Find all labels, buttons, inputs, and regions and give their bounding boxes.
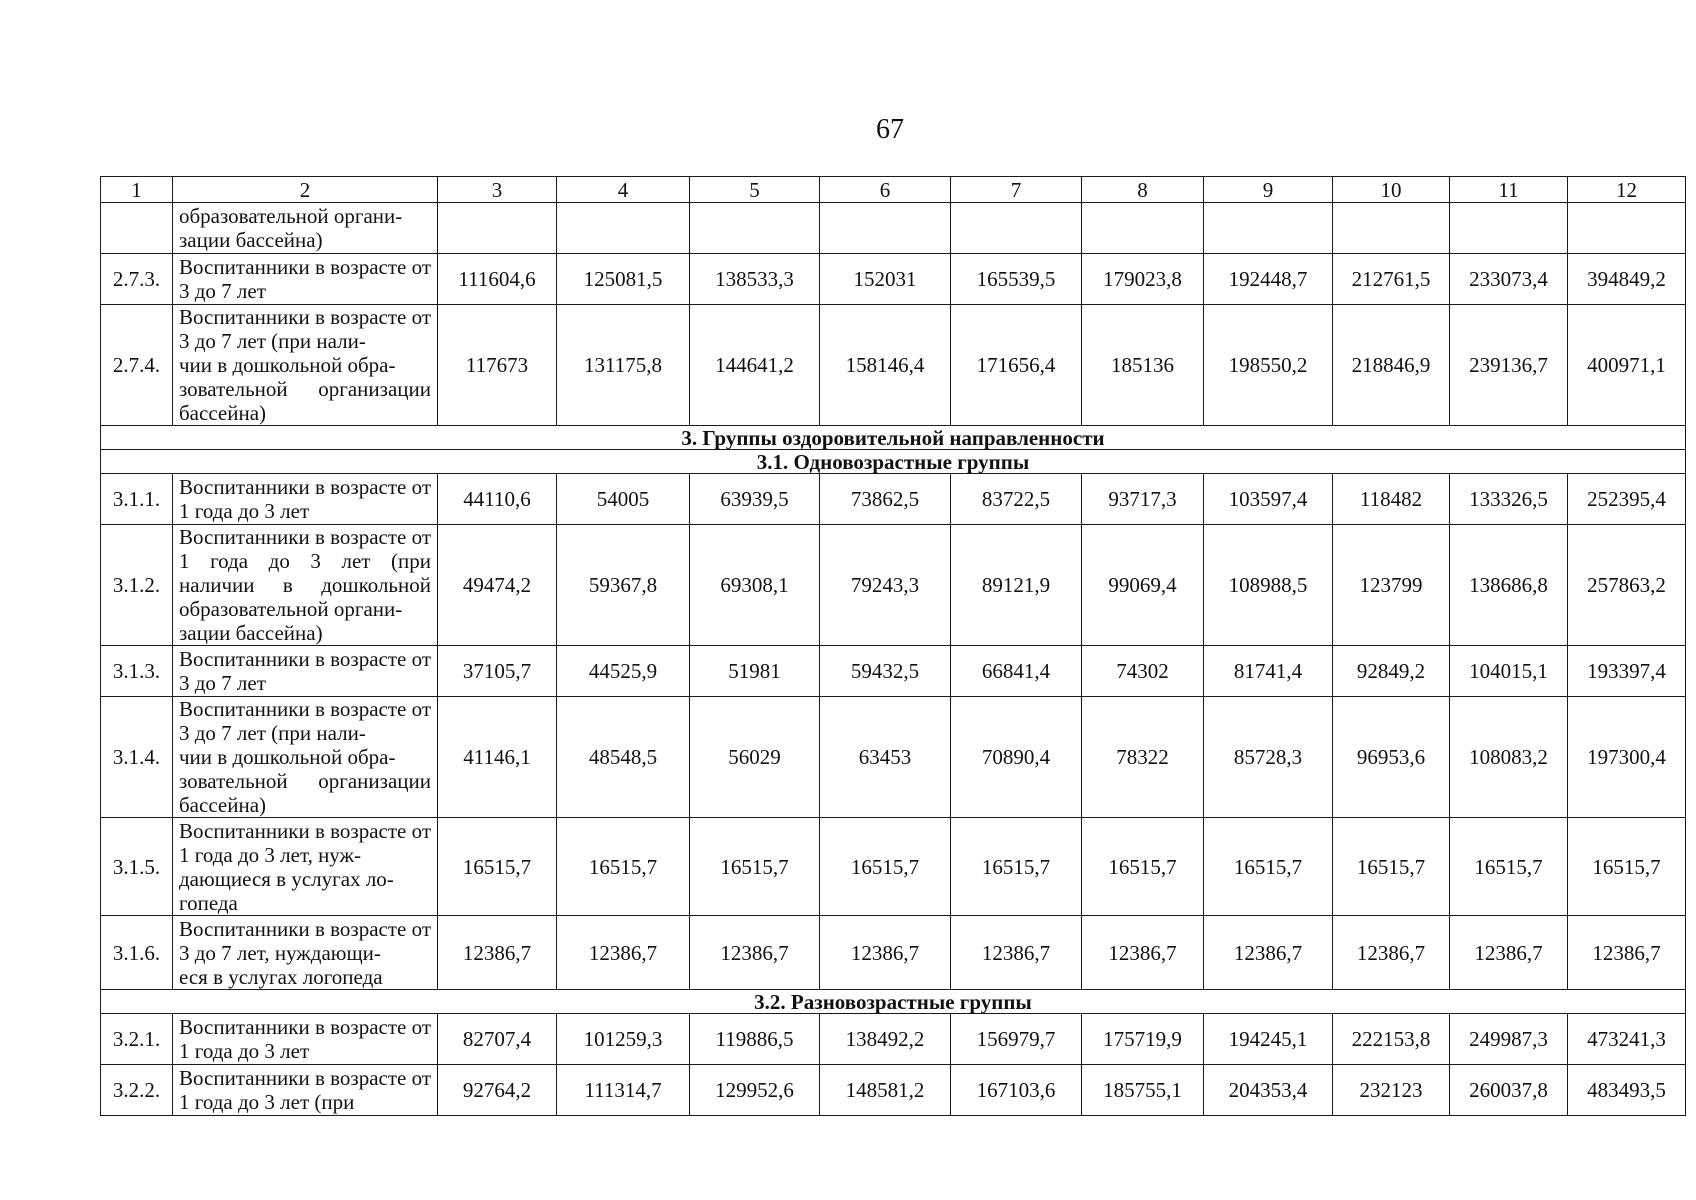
table-row [101, 916, 1686, 990]
row-description: Воспитанники в возрасте от 1 года до 3 лет [173, 1014, 438, 1065]
value-cell-col-6: 59432,5 [820, 646, 951, 697]
value-cell-col-9: 194245,1 [1204, 1014, 1333, 1065]
value-cell-col-7: 165539,5 [951, 254, 1082, 305]
row-code: 3.1.6. [101, 916, 173, 990]
value-cell-col-7: 12386,7 [951, 916, 1082, 990]
row-description: Воспитанники в возрасте от 1 года до 3 лет (при [173, 1065, 438, 1116]
value-cell-col-10: 118482 [1333, 474, 1450, 525]
value-cell-col-5: 69308,1 [690, 525, 820, 646]
value-cell-col-5: 144641,2 [690, 305, 820, 426]
value-cell-col-4: 48548,5 [557, 697, 690, 818]
value-cell-col-4 [557, 203, 690, 254]
value-cell-col-8: 78322 [1082, 697, 1204, 818]
value-cell-col-12: 394849,2 [1568, 254, 1686, 305]
table-row [101, 525, 1686, 646]
page-number: 67 [876, 114, 904, 145]
value-cell-col-6: 79243,3 [820, 525, 951, 646]
value-cell-col-11: 249987,3 [1450, 1014, 1568, 1065]
value-cell-col-9: 204353,4 [1204, 1065, 1333, 1116]
table-row [101, 254, 1686, 305]
table-row [101, 305, 1686, 426]
column-number-3: 3 [438, 177, 557, 203]
value-cell-col-12: 16515,7 [1568, 818, 1686, 916]
tariff-table [100, 176, 1686, 1116]
value-cell-col-6: 12386,7 [820, 916, 951, 990]
value-cell-col-7: 89121,9 [951, 525, 1082, 646]
row-code [101, 203, 173, 254]
value-cell-col-11: 12386,7 [1450, 916, 1568, 990]
value-cell-col-6 [820, 203, 951, 254]
value-cell-col-11: 108083,2 [1450, 697, 1568, 818]
row-code: 3.1.2. [101, 525, 173, 646]
value-cell-col-11: 239136,7 [1450, 305, 1568, 426]
value-cell-col-10: 16515,7 [1333, 818, 1450, 916]
value-cell-col-7: 16515,7 [951, 818, 1082, 916]
row-description: Воспитанники в возрасте от 1 года до 3 лет, нуж- дающиеся в услугах ло- гопеда [173, 818, 438, 916]
value-cell-col-5: 129952,6 [690, 1065, 820, 1116]
value-cell-col-6: 63453 [820, 697, 951, 818]
table-row [101, 474, 1686, 525]
row-description: Воспитанники в возрасте от 3 до 7 лет, нуждающи- еся в услугах логопеда [173, 916, 438, 990]
value-cell-col-10: 123799 [1333, 525, 1450, 646]
value-cell-col-12: 197300,4 [1568, 697, 1686, 818]
column-number-11: 11 [1450, 177, 1568, 203]
row-code: 3.2.2. [101, 1065, 173, 1116]
value-cell-col-8: 175719,9 [1082, 1014, 1204, 1065]
row-description: Воспитанники в возрасте от 3 до 7 лет (при нали- чии в дошкольной обра- зовательной организации бассейна) [173, 305, 438, 426]
row-description: Воспитанники в возрасте от 1 года до 3 лет [173, 474, 438, 525]
row-code: 3.2.1. [101, 1014, 173, 1065]
value-cell-col-8: 93717,3 [1082, 474, 1204, 525]
value-cell-col-11: 260037,8 [1450, 1065, 1568, 1116]
value-cell-col-3: 12386,7 [438, 916, 557, 990]
row-description: Воспитанники в возрасте от 3 до 7 лет [173, 646, 438, 697]
value-cell-col-8: 74302 [1082, 646, 1204, 697]
value-cell-col-10: 92849,2 [1333, 646, 1450, 697]
value-cell-col-3: 44110,6 [438, 474, 557, 525]
column-number-9: 9 [1204, 177, 1333, 203]
column-number-1: 1 [101, 177, 173, 203]
value-cell-col-3: 92764,2 [438, 1065, 557, 1116]
value-cell-col-10: 232123 [1333, 1065, 1450, 1116]
table-header-row [101, 177, 1686, 203]
value-cell-col-5: 16515,7 [690, 818, 820, 916]
column-number-2: 2 [173, 177, 438, 203]
value-cell-col-4: 125081,5 [557, 254, 690, 305]
table-row [101, 818, 1686, 916]
value-cell-col-12: 473241,3 [1568, 1014, 1686, 1065]
row-description: образовательной органи- зации бассейна) [173, 203, 438, 254]
value-cell-col-9 [1204, 203, 1333, 254]
value-cell-col-4: 59367,8 [557, 525, 690, 646]
row-code: 3.1.4. [101, 697, 173, 818]
value-cell-col-7 [951, 203, 1082, 254]
value-cell-col-8: 16515,7 [1082, 818, 1204, 916]
table-row [101, 646, 1686, 697]
value-cell-col-3: 37105,7 [438, 646, 557, 697]
value-cell-col-9: 108988,5 [1204, 525, 1333, 646]
section-title: 3.1. Одновозрастные группы [101, 450, 1686, 474]
value-cell-col-4: 131175,8 [557, 305, 690, 426]
value-cell-col-11: 104015,1 [1450, 646, 1568, 697]
row-code: 2.7.4. [101, 305, 173, 426]
value-cell-col-4: 16515,7 [557, 818, 690, 916]
value-cell-col-9: 85728,3 [1204, 697, 1333, 818]
value-cell-col-10: 212761,5 [1333, 254, 1450, 305]
row-code: 3.1.3. [101, 646, 173, 697]
value-cell-col-12: 257863,2 [1568, 525, 1686, 646]
section-heading-row [101, 450, 1686, 474]
value-cell-col-5: 138533,3 [690, 254, 820, 305]
value-cell-col-5: 12386,7 [690, 916, 820, 990]
value-cell-col-4: 12386,7 [557, 916, 690, 990]
column-number-7: 7 [951, 177, 1082, 203]
row-code: 3.1.1. [101, 474, 173, 525]
value-cell-col-11: 233073,4 [1450, 254, 1568, 305]
value-cell-col-3 [438, 203, 557, 254]
value-cell-col-12: 483493,5 [1568, 1065, 1686, 1116]
value-cell-col-8: 185136 [1082, 305, 1204, 426]
value-cell-col-6: 73862,5 [820, 474, 951, 525]
table-row [101, 1014, 1686, 1065]
value-cell-col-11 [1450, 203, 1568, 254]
value-cell-col-5 [690, 203, 820, 254]
value-cell-col-12: 252395,4 [1568, 474, 1686, 525]
value-cell-col-8 [1082, 203, 1204, 254]
value-cell-col-5: 56029 [690, 697, 820, 818]
value-cell-col-6: 148581,2 [820, 1065, 951, 1116]
row-description: Воспитанники в возрасте от 1 года до 3 лет (при наличии в дошкольной образовательной органи- зации бассейна) [173, 525, 438, 646]
value-cell-col-8: 179023,8 [1082, 254, 1204, 305]
section-title: 3.2. Разновозрастные группы [101, 990, 1686, 1014]
value-cell-col-11: 133326,5 [1450, 474, 1568, 525]
value-cell-col-5: 51981 [690, 646, 820, 697]
value-cell-col-7: 171656,4 [951, 305, 1082, 426]
value-cell-col-4: 44525,9 [557, 646, 690, 697]
value-cell-col-4: 54005 [557, 474, 690, 525]
value-cell-col-10: 12386,7 [1333, 916, 1450, 990]
value-cell-col-3: 111604,6 [438, 254, 557, 305]
value-cell-col-6: 158146,4 [820, 305, 951, 426]
column-number-12: 12 [1568, 177, 1686, 203]
value-cell-col-9: 16515,7 [1204, 818, 1333, 916]
value-cell-col-9: 198550,2 [1204, 305, 1333, 426]
value-cell-col-7: 156979,7 [951, 1014, 1082, 1065]
column-number-4: 4 [557, 177, 690, 203]
column-number-6: 6 [820, 177, 951, 203]
section-heading-row [101, 426, 1686, 450]
value-cell-col-4: 111314,7 [557, 1065, 690, 1116]
value-cell-col-12: 400971,1 [1568, 305, 1686, 426]
table-row [101, 1065, 1686, 1116]
value-cell-col-3: 49474,2 [438, 525, 557, 646]
table-row [101, 203, 1686, 254]
row-description: Воспитанники в возрасте от 3 до 7 лет [173, 254, 438, 305]
value-cell-col-8: 12386,7 [1082, 916, 1204, 990]
value-cell-col-5: 63939,5 [690, 474, 820, 525]
section-title: 3. Группы оздоровительной направленности [101, 426, 1686, 450]
value-cell-col-11: 138686,8 [1450, 525, 1568, 646]
value-cell-col-7: 70890,4 [951, 697, 1082, 818]
value-cell-col-11: 16515,7 [1450, 818, 1568, 916]
value-cell-col-9: 81741,4 [1204, 646, 1333, 697]
column-number-8: 8 [1082, 177, 1204, 203]
column-number-5: 5 [690, 177, 820, 203]
row-description: Воспитанники в возрасте от 3 до 7 лет (при нали- чии в дошкольной обра- зовательной организации бассейна) [173, 697, 438, 818]
value-cell-col-7: 66841,4 [951, 646, 1082, 697]
value-cell-col-6: 16515,7 [820, 818, 951, 916]
value-cell-col-12: 12386,7 [1568, 916, 1686, 990]
value-cell-col-6: 138492,2 [820, 1014, 951, 1065]
value-cell-col-4: 101259,3 [557, 1014, 690, 1065]
value-cell-col-5: 119886,5 [690, 1014, 820, 1065]
value-cell-col-9: 12386,7 [1204, 916, 1333, 990]
value-cell-col-3: 117673 [438, 305, 557, 426]
table-body [101, 177, 1686, 1116]
row-code: 3.1.5. [101, 818, 173, 916]
value-cell-col-10: 218846,9 [1333, 305, 1450, 426]
value-cell-col-8: 185755,1 [1082, 1065, 1204, 1116]
value-cell-col-7: 167103,6 [951, 1065, 1082, 1116]
value-cell-col-8: 99069,4 [1082, 525, 1204, 646]
value-cell-col-3: 82707,4 [438, 1014, 557, 1065]
value-cell-col-10 [1333, 203, 1450, 254]
value-cell-col-6: 152031 [820, 254, 951, 305]
value-cell-col-10: 96953,6 [1333, 697, 1450, 818]
value-cell-col-3: 16515,7 [438, 818, 557, 916]
value-cell-col-3: 41146,1 [438, 697, 557, 818]
section-heading-row [101, 990, 1686, 1014]
value-cell-col-9: 192448,7 [1204, 254, 1333, 305]
value-cell-col-10: 222153,8 [1333, 1014, 1450, 1065]
column-number-10: 10 [1333, 177, 1450, 203]
value-cell-col-12 [1568, 203, 1686, 254]
table-row [101, 697, 1686, 818]
row-code: 2.7.3. [101, 254, 173, 305]
value-cell-col-7: 83722,5 [951, 474, 1082, 525]
value-cell-col-12: 193397,4 [1568, 646, 1686, 697]
value-cell-col-9: 103597,4 [1204, 474, 1333, 525]
